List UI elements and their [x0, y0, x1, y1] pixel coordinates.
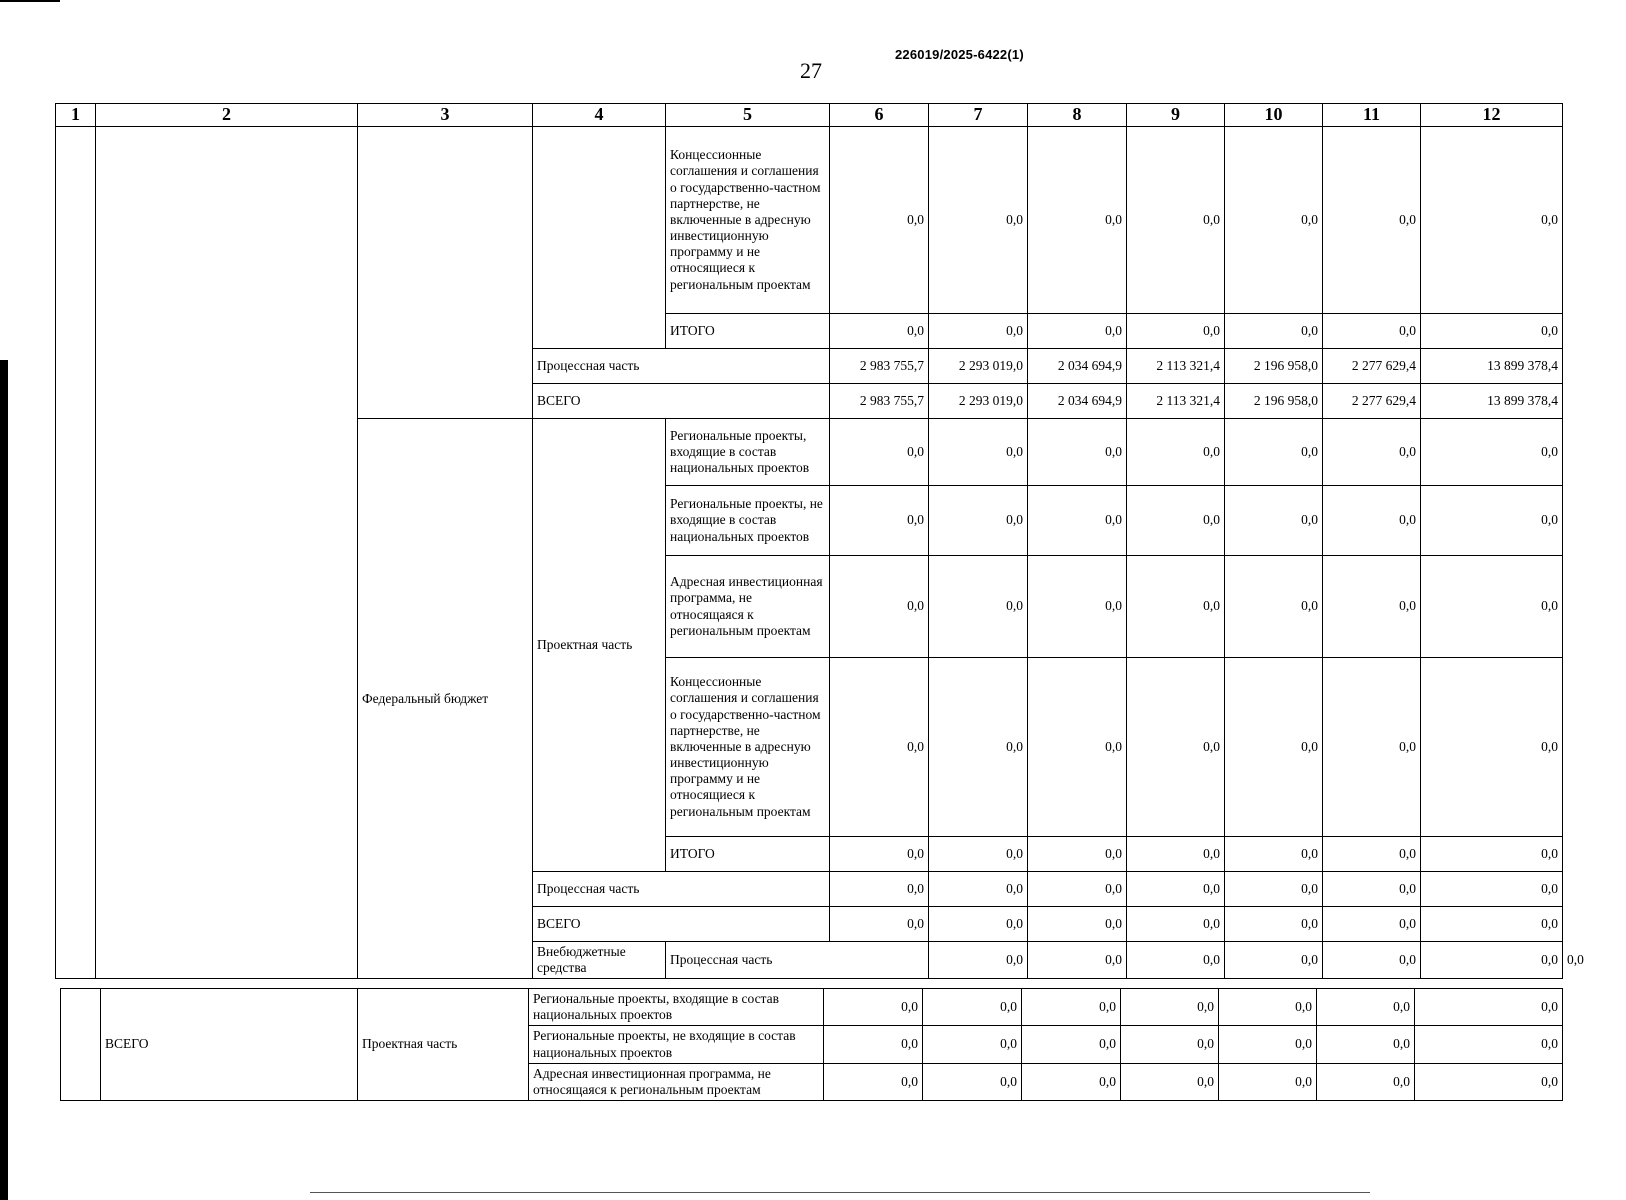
table-cell	[56, 127, 96, 979]
value-cell: 0,0	[929, 127, 1028, 314]
value-cell: 0,0	[830, 837, 929, 872]
table-row: Внебюджетные средства Процессная часть 0,0 0,0 0,0 0,0 0,0 0,0 0,0	[56, 942, 1563, 979]
value-cell: 0,0	[1421, 419, 1563, 486]
value-cell: 2 034 694,9	[1028, 349, 1127, 384]
value-cell: 0,0	[1415, 1063, 1563, 1100]
column-header: 8	[1028, 104, 1127, 127]
value-cell: 0,0	[1022, 1063, 1121, 1100]
row-label: Региональные проекты, не входящие в состав национальных проектов	[529, 1026, 824, 1063]
value-cell: 0,0	[1127, 837, 1225, 872]
value-cell: 0,0	[1127, 419, 1225, 486]
value-cell: 0,0	[1415, 989, 1563, 1026]
value-cell: 2 034 694,9	[1028, 384, 1127, 419]
row-label: Концессионные соглашения и соглашения о государственно-частном партнерстве, не включенные в адресную инвестиционную программу и не относящиеся к региональным проектам	[666, 658, 830, 837]
value-cell: 0,0	[1225, 419, 1323, 486]
value-cell: 0,0	[1421, 127, 1563, 314]
row-label: Федеральный бюджет	[358, 419, 533, 979]
value-cell: 0,0	[1421, 556, 1563, 658]
table-row	[61, 989, 1563, 1026]
value-cell: 0,0	[824, 989, 923, 1026]
value-cell: 0,0	[1225, 314, 1323, 349]
scan-mark-left	[0, 360, 8, 1200]
value-cell: 0,0	[1421, 872, 1563, 907]
table-row	[56, 127, 1563, 314]
value-cell: 0,0	[1127, 127, 1225, 314]
value-cell: 0,0	[1028, 419, 1127, 486]
value-cell: 0,0	[830, 658, 929, 837]
value-cell: 0,0	[1028, 127, 1127, 314]
total-block-table	[60, 988, 1563, 1101]
value-cell: 0,0	[1415, 1026, 1563, 1063]
value-cell: 0,0	[929, 907, 1028, 942]
value-cell: 0,0	[1127, 486, 1225, 556]
value-cell: 0,0	[1225, 486, 1323, 556]
row-label: Процессная часть	[533, 349, 830, 384]
value-cell: 0,0	[1127, 872, 1225, 907]
table-cell	[533, 127, 666, 349]
value-cell: 0,0	[1225, 127, 1323, 314]
value-cell: 0,0	[1421, 907, 1563, 942]
value-cell: 0,0	[929, 942, 1028, 979]
table-cell	[61, 989, 101, 1101]
value-cell: 2 293 019,0	[929, 349, 1028, 384]
row-label: Процессная часть	[666, 942, 929, 979]
row-label: Региональные проекты, входящие в состав национальных проектов	[529, 989, 824, 1026]
scan-line-bottom	[310, 1192, 1370, 1193]
value-cell: 0,0	[1323, 872, 1421, 907]
value-cell: 0,0	[1421, 486, 1563, 556]
value-cell: 0,0	[824, 1026, 923, 1063]
value-cell: 0,0	[923, 1026, 1022, 1063]
row-label: ИТОГО	[666, 837, 830, 872]
value-cell: 0,0	[929, 486, 1028, 556]
page-number: 27	[800, 58, 822, 83]
value-cell: 0,0	[1121, 1026, 1219, 1063]
value-cell: 0,0	[923, 989, 1022, 1026]
value-cell: 0,0	[1028, 837, 1127, 872]
value-cell: 0,0	[1219, 989, 1317, 1026]
column-header: 7	[929, 104, 1028, 127]
table-cell	[96, 127, 358, 979]
value-cell: 0,0	[1421, 942, 1563, 979]
value-cell: 0,0	[1022, 1026, 1121, 1063]
value-cell: 0,0	[1323, 314, 1421, 349]
value-cell: 2 196 958,0	[1225, 349, 1323, 384]
value-cell: 0,0	[830, 907, 929, 942]
row-label: Региональные проекты, входящие в состав национальных проектов	[666, 419, 830, 486]
column-header: 3	[358, 104, 533, 127]
value-cell: 0,0	[1028, 556, 1127, 658]
value-cell: 0,0	[1121, 1063, 1219, 1100]
row-label: Концессионные соглашения и соглашения о государственно-частном партнерстве, не включенные в адресную инвестиционную программу и не относящиеся к региональным проектам	[666, 127, 830, 314]
value-cell: 2 113 321,4	[1127, 349, 1225, 384]
value-cell: 0,0	[1323, 907, 1421, 942]
value-cell: 0,0	[1127, 314, 1225, 349]
value-cell: 0,0	[1225, 872, 1323, 907]
row-label: Процессная часть	[533, 872, 830, 907]
value-cell: 0,0	[1225, 658, 1323, 837]
value-cell: 13 899 378,4	[1421, 384, 1563, 419]
value-cell: 0,0	[1127, 907, 1225, 942]
row-label: Региональные проекты, не входящие в состав национальных проектов	[666, 486, 830, 556]
value-cell: 0,0	[1225, 837, 1323, 872]
value-cell: 13 899 378,4	[1421, 349, 1563, 384]
value-cell: 0,0	[929, 314, 1028, 349]
column-number-row	[56, 104, 1563, 127]
table-cell	[358, 127, 533, 419]
column-header: 2	[96, 104, 358, 127]
value-cell: 0,0	[1219, 1026, 1317, 1063]
value-cell: 0,0	[830, 556, 929, 658]
value-cell: 0,0	[1225, 942, 1323, 979]
scan-mark-top	[0, 0, 60, 2]
column-header: 1	[56, 104, 96, 127]
value-cell: 0,0	[1323, 127, 1421, 314]
row-label: ВСЕГО	[533, 907, 830, 942]
value-cell: 0,0	[929, 872, 1028, 907]
row-label: ИТОГО	[666, 314, 830, 349]
value-cell: 0,0	[1028, 942, 1127, 979]
row-label: ВСЕГО	[533, 384, 830, 419]
row-label: Адресная инвестиционная программа, не относящаяся к региональным проектам	[666, 556, 830, 658]
row-label: ВСЕГО	[101, 989, 358, 1101]
value-cell: 0,0	[1323, 942, 1421, 979]
row-label: Проектная часть	[358, 989, 529, 1101]
value-cell: 0,0	[1028, 314, 1127, 349]
value-cell: 0,0	[830, 872, 929, 907]
value-cell: 0,0	[929, 658, 1028, 837]
value-cell: 2 293 019,0	[929, 384, 1028, 419]
column-header: 4	[533, 104, 666, 127]
value-cell: 2 983 755,7	[830, 349, 929, 384]
column-header: 9	[1127, 104, 1225, 127]
value-cell: 2 196 958,0	[1225, 384, 1323, 419]
value-cell: 2 983 755,7	[830, 384, 929, 419]
column-header: 12	[1421, 104, 1563, 127]
value-cell: 0,0	[1127, 942, 1225, 979]
row-label: Проектная часть	[533, 419, 666, 872]
column-header: 5	[666, 104, 830, 127]
value-cell: 0,0	[1323, 486, 1421, 556]
row-label: Адресная инвестиционная программа, не относящаяся к региональным проектам	[529, 1063, 824, 1100]
value-cell: 0,0	[1225, 907, 1323, 942]
value-cell: 0,0	[1323, 419, 1421, 486]
value-cell: 0,0	[1317, 989, 1415, 1026]
value-cell: 0,0	[830, 314, 929, 349]
value-cell: 0,0	[1323, 556, 1421, 658]
value-cell: 2 277 629,4	[1323, 349, 1421, 384]
value-cell: 0,0	[929, 556, 1028, 658]
value-cell: 0,0	[1421, 837, 1563, 872]
document-id: 226019/2025-6422(1)	[895, 47, 1024, 62]
value-cell: 0,0	[830, 419, 929, 486]
row-label: Внебюджетные средства	[533, 942, 666, 979]
value-cell: 0,0	[1022, 989, 1121, 1026]
value-cell: 0,0	[1219, 1063, 1317, 1100]
value-cell: 0,0	[1127, 658, 1225, 837]
value-cell: 0,0	[1121, 989, 1219, 1026]
budget-table	[55, 103, 1584, 979]
value-cell: 0,0	[1421, 658, 1563, 837]
column-header: 6	[830, 104, 929, 127]
value-cell: 0,0	[1317, 1063, 1415, 1100]
value-cell: 0,0	[923, 1063, 1022, 1100]
value-cell: 0,0	[1421, 314, 1563, 349]
value-cell: 0,0	[1225, 556, 1323, 658]
value-cell: 2 113 321,4	[1127, 384, 1225, 419]
value-cell: 0,0	[830, 486, 929, 556]
value-cell: 0,0	[1317, 1026, 1415, 1063]
value-cell: 0,0	[1028, 872, 1127, 907]
value-cell: 0,0	[1323, 837, 1421, 872]
value-cell: 0,0	[1028, 907, 1127, 942]
value-cell: 0,0	[929, 837, 1028, 872]
value-cell: 0,0	[929, 419, 1028, 486]
value-cell: 0,0	[1127, 556, 1225, 658]
value-cell: 0,0	[830, 127, 929, 314]
column-header: 10	[1225, 104, 1323, 127]
value-cell: 0,0	[1028, 486, 1127, 556]
value-cell: 2 277 629,4	[1323, 384, 1421, 419]
value-cell: 0,0	[1323, 658, 1421, 837]
value-cell: 0,0	[1028, 658, 1127, 837]
column-header: 11	[1323, 104, 1421, 127]
value-cell: 0,0	[824, 1063, 923, 1100]
